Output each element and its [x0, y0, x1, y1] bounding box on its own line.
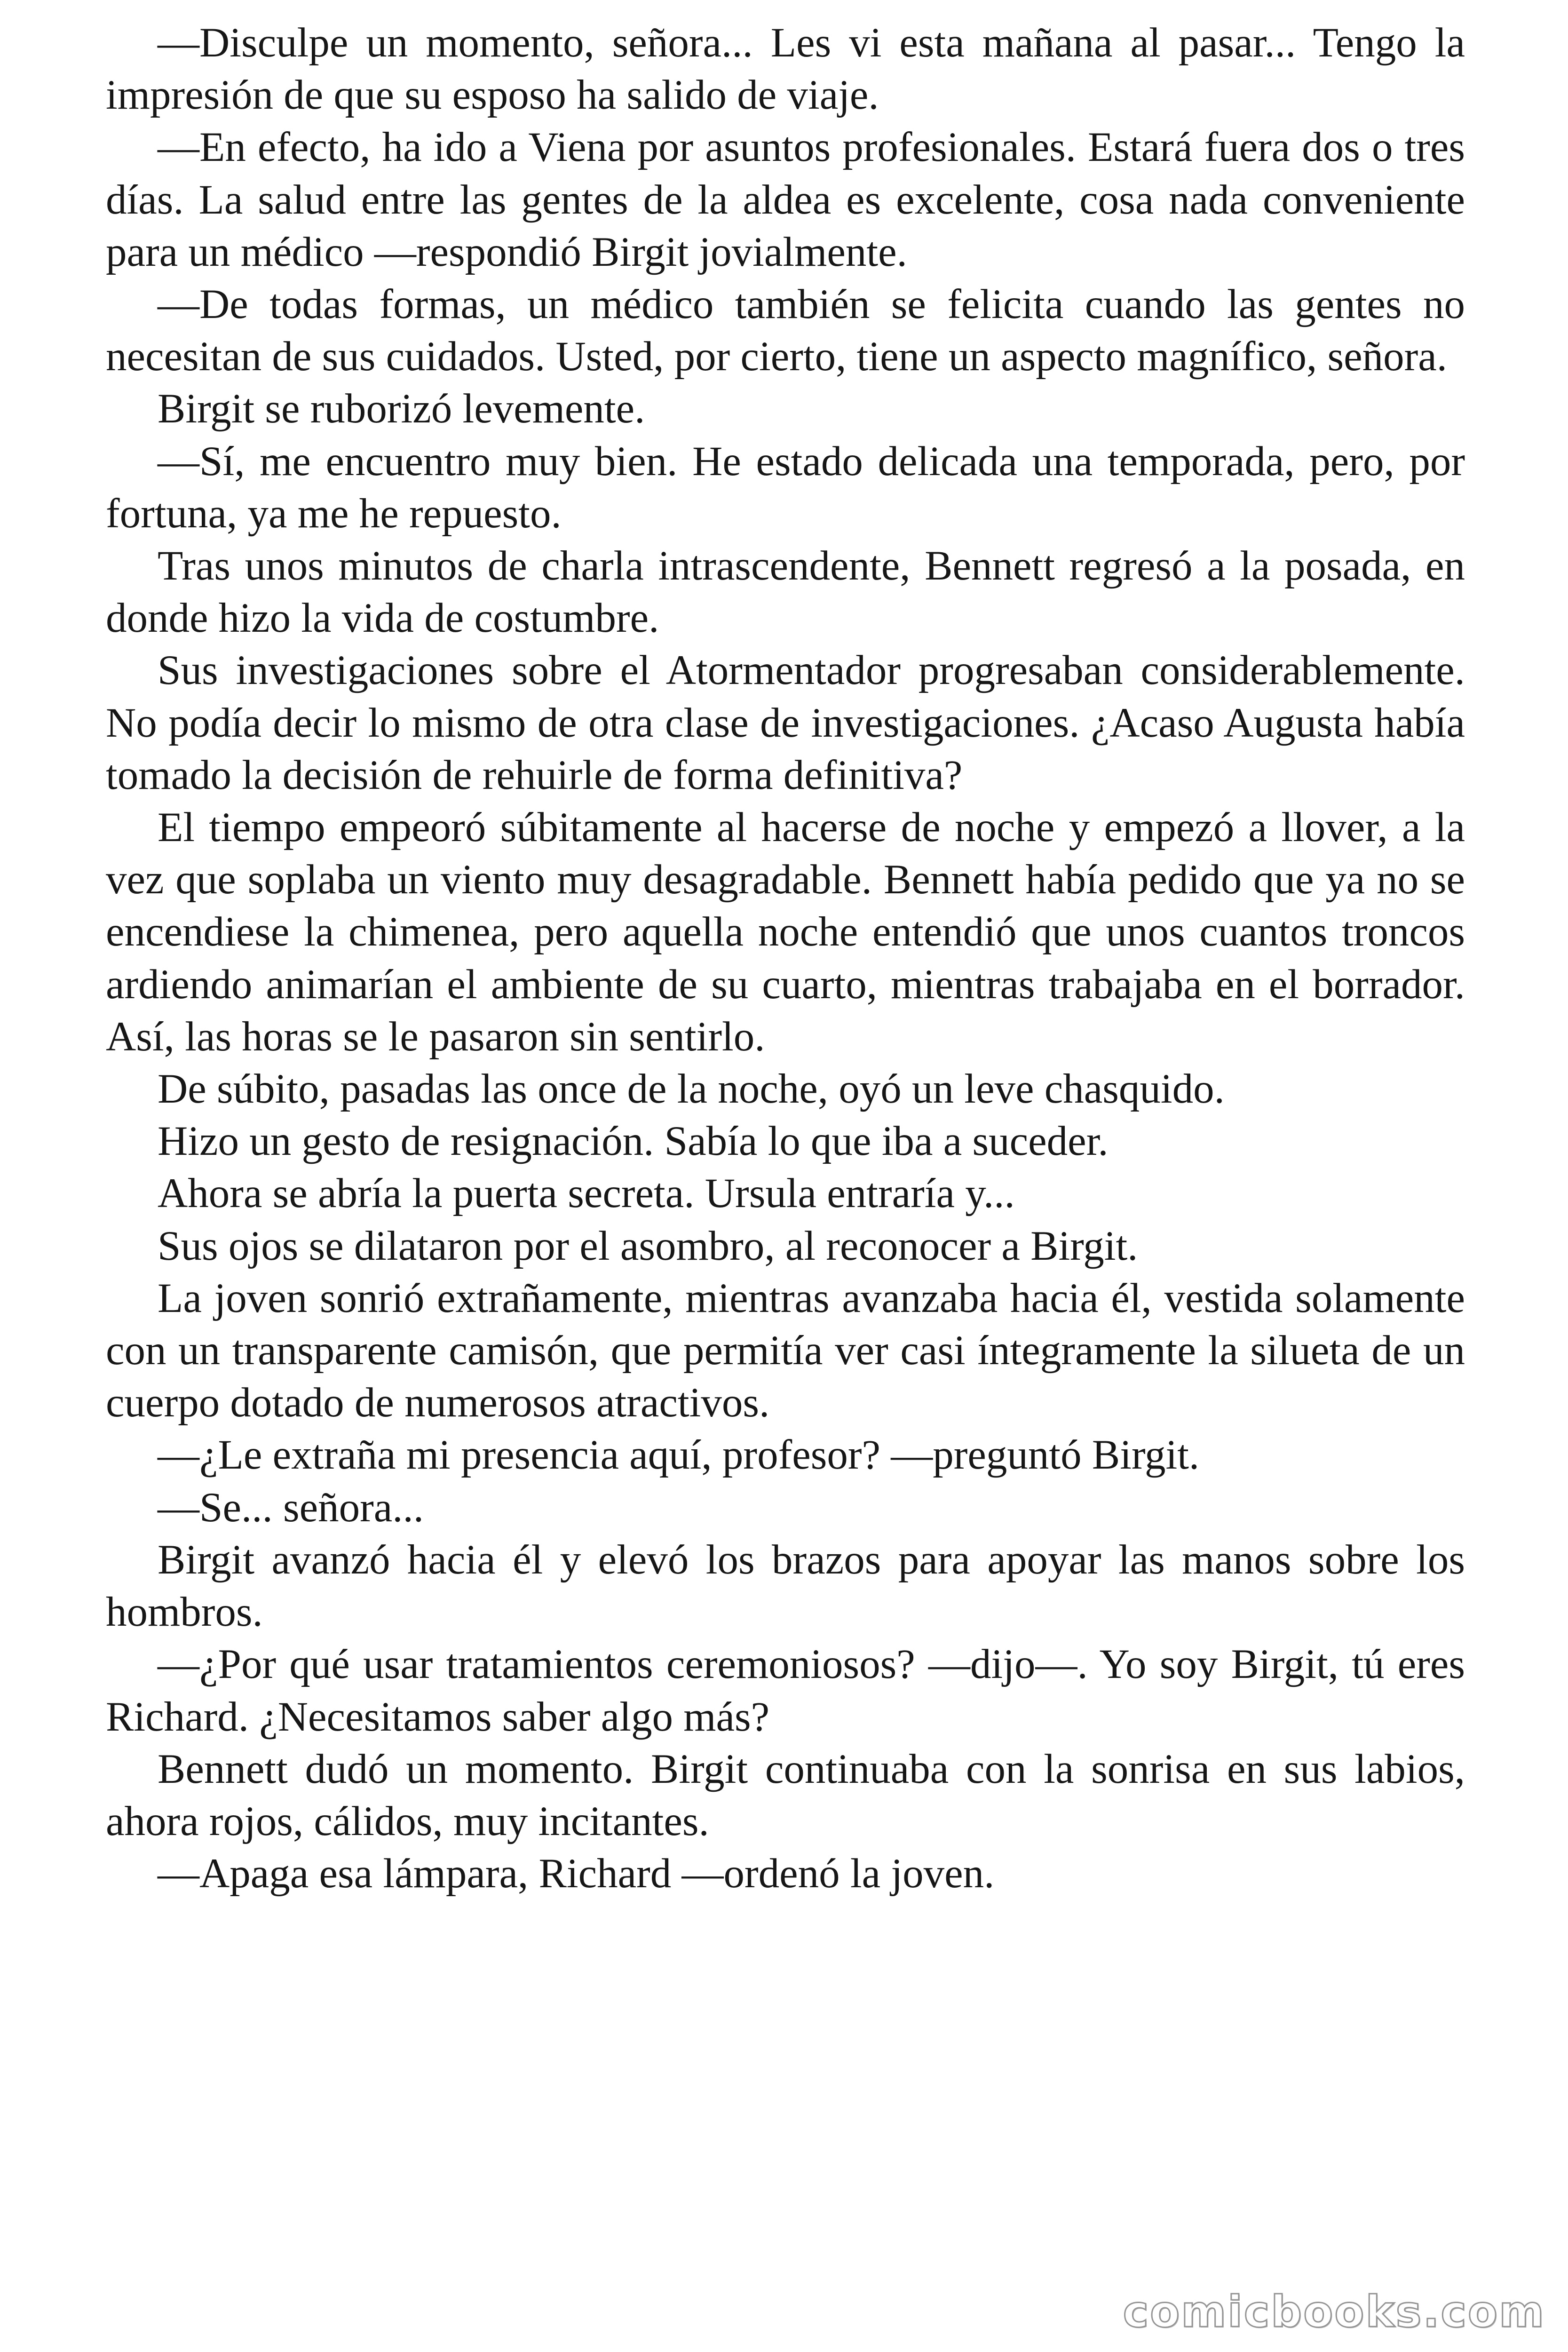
paragraph: —Apaga esa lámpara, Richard —ordenó la joven.	[158, 1851, 995, 1897]
paragraph: Birgit avanzó hacia él y elevó los brazos para apoyar las manos sobre los hombros.	[106, 1536, 1465, 1636]
site-watermark: comicbooks.com	[1123, 2287, 1545, 2337]
paragraph: Birgit se ruborizó levemente.	[158, 386, 645, 432]
paragraph: Ahora se abría la puerta secreta. Ursula entraría y...	[158, 1170, 1015, 1217]
paragraph: Bennett dudó un momento. Birgit continuaba con la sonrisa en sus labios, ahora rojos, cálidos, muy incitantes.	[106, 1746, 1465, 1844]
paragraph: Sus ojos se dilataron por el asombro, al reconocer a Birgit.	[158, 1223, 1138, 1269]
body-text	[106, 17, 1465, 1900]
paragraph: De súbito, pasadas las once de la noche, oyó un leve chasquido.	[158, 1066, 1225, 1112]
paragraph: Hizo un gesto de resignación. Sabía lo que iba a suceder.	[158, 1118, 1109, 1165]
paragraph: —En efecto, ha ido a Viena por asuntos profesionales. Estará fuera dos o tres días. La salud entre las gentes de la aldea es excelente, cosa nada conveniente para un médico —respondió Birgit jovialmente.	[106, 124, 1465, 275]
paragraph: —Sí, me encuentro muy bien. He estado delicada una temporada, pero, por fortuna, ya me he repuesto.	[106, 438, 1465, 537]
paragraph: El tiempo empeoró súbitamente al hacerse de noche y empezó a llover, a la vez que soplaba un viento muy desagradable. Bennett había pedido que ya no se encendiese la chimenea, pero aquella noche entendió que unos cuantos troncos ardiendo animarían el ambiente de su cuarto, mientras trabajaba en el borrador. Así, las horas se le pasaron sin sentirlo.	[106, 804, 1465, 1060]
paragraph: —Disculpe un momento, señora... Les vi esta mañana al pasar... Tengo la impresión de que su esposo ha salido de viaje.	[106, 20, 1465, 119]
paragraph: —De todas formas, un médico también se felicita cuando las gentes no necesitan de sus cuidados. Usted, por cierto, tiene un aspecto magnífico, señora.	[106, 281, 1465, 380]
paragraph: —¿Por qué usar tratamientos ceremoniosos? —dijo—. Yo soy Birgit, tú eres Richard. ¿Necesitamos saber algo más?	[106, 1641, 1465, 1740]
paragraph: Tras unos minutos de charla intrascendente, Bennett regresó a la posada, en donde hizo la vida de costumbre.	[106, 543, 1465, 642]
paragraph: —Se... señora...	[158, 1484, 424, 1531]
paragraph: La joven sonrió extrañamente, mientras avanzaba hacia él, vestida solamente con un transparente camisón, que permitía ver casi íntegramente la silueta de un cuerpo dotado de numerosos atractivos.	[106, 1275, 1465, 1426]
paragraph: Sus investigaciones sobre el Atormentador progresaban considerablemente. No podía decir lo mismo de otra clase de investigaciones. ¿Acaso Augusta había tomado la decisión de rehuirle de forma definitiva?	[106, 647, 1465, 798]
paragraph: —¿Le extraña mi presencia aquí, profesor? —preguntó Birgit.	[158, 1432, 1200, 1478]
